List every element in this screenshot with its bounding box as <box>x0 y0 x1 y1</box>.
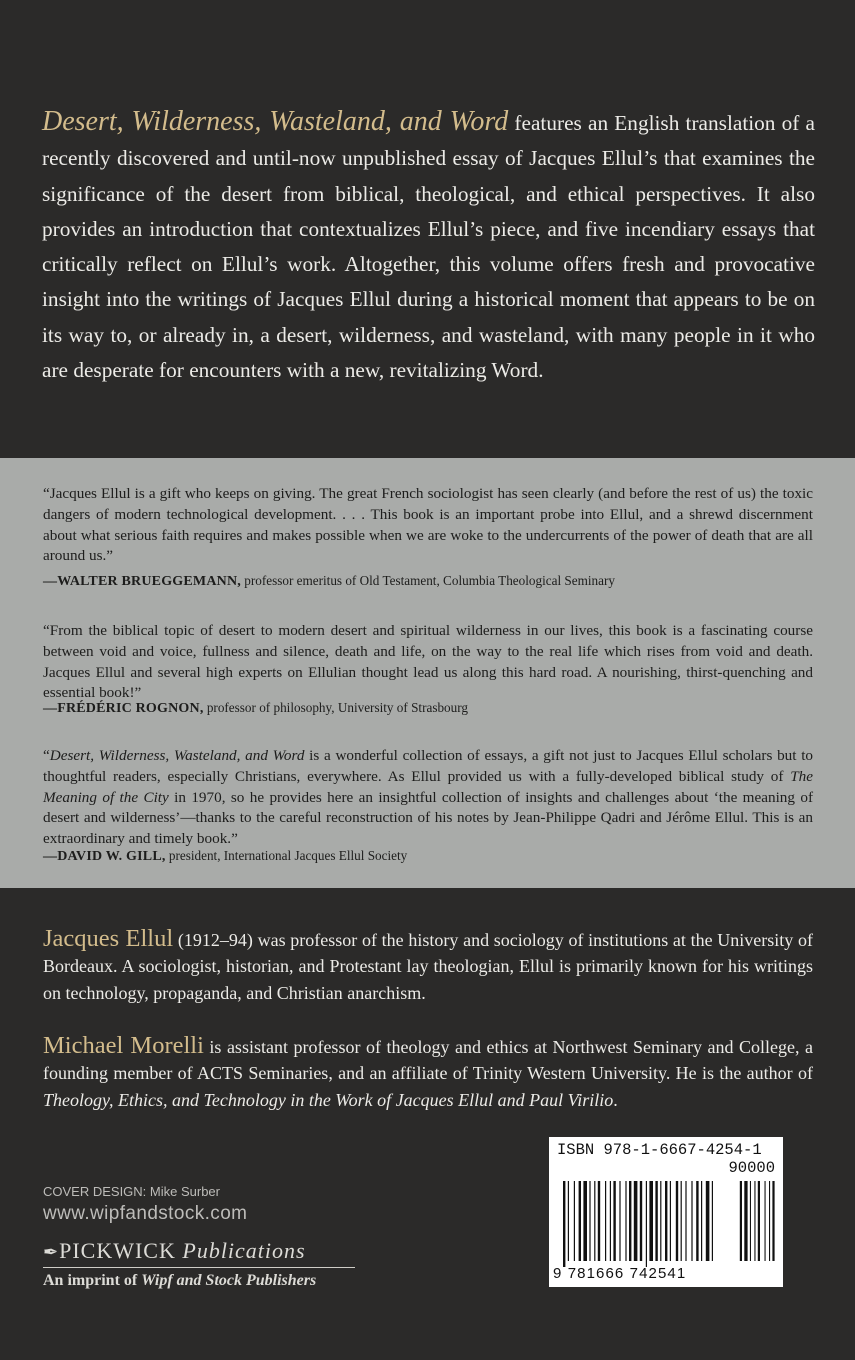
endorsement-attribution-2 <box>43 700 468 717</box>
barcode-digits: 9 781666 742541 <box>553 1265 687 1282</box>
quote-text: in 1970, so he provides here an insightful collection of insights and challenges about ‘the meaning of desert and wilderness’—thanks to the careful reconstruction of his notes by Jean-Philippe Qadri and Jérôme Ellul. This is an extraordinary and timely book.” <box>43 788 813 848</box>
barcode-bar <box>706 1181 710 1261</box>
barcode-bar <box>574 1181 575 1261</box>
barcode-bar <box>655 1181 657 1261</box>
barcode-bar <box>563 1181 565 1267</box>
addon-bar <box>740 1181 742 1261</box>
barcode-bar <box>594 1181 595 1261</box>
barcode-bar <box>640 1181 642 1261</box>
endorsement-quote-2: “From the biblical topic of desert to modern desert and spiritual wilderness in our lives, this book is a fascinating course between void and voice, fullness and silence, death and life, on the way to the real life which rises from void and death. Jacques Ellul and several high experts on Ellulian thought lead us along this hard road. A nourishing, thirst-quenching and essential book!” <box>43 622 813 702</box>
endorser-name: —FRÉDÉRIC ROGNON, <box>43 701 204 716</box>
isbn-addon: 90000 <box>728 1159 775 1177</box>
barcode-bar <box>646 1181 647 1267</box>
back-cover-blurb <box>42 104 815 388</box>
barcode-bar <box>579 1181 581 1261</box>
barcode-bar <box>712 1181 713 1261</box>
endorser-role: president, International Jacques Ellul Society <box>165 848 408 863</box>
publisher-website: www.wipfandstock.com <box>43 1203 248 1224</box>
bio-text-end: . <box>613 1089 618 1110</box>
author-name: Jacques Ellul <box>43 925 174 952</box>
addon-bar <box>769 1181 770 1261</box>
barcode-bar <box>691 1181 692 1261</box>
quote-cited-title: The Meaning of the City <box>43 767 813 806</box>
addon-bar <box>750 1181 751 1261</box>
barcode-bar <box>681 1181 682 1261</box>
addon-bar <box>754 1181 755 1261</box>
endorser-name: —WALTER BRUEGGEMANN, <box>43 574 241 589</box>
quote-text: is a wonderful collection of essays, a gift not just to Jacques Ellul scholars but to thoughtful readers, especially Christians, everywhere. As Ellul provided us with a fully-developed biblical study of <box>43 747 814 785</box>
credit-label: COVER DESIGN: <box>43 1184 147 1199</box>
barcode-bar <box>634 1181 638 1261</box>
imprint-publisher: Wipf and Stock Publishers <box>141 1272 317 1289</box>
barcode-bar <box>613 1181 615 1261</box>
publisher-name-suffix: Publications <box>182 1238 306 1263</box>
blurb-book-title: Desert, Wilderness, Wasteland, and Word <box>42 106 509 137</box>
imprint-text: An imprint of <box>43 1272 142 1289</box>
barcode-bar <box>610 1181 611 1261</box>
endorsement-quote-3: “Desert, Wilderness, Wasteland, and Word is a wonderful collection of essays, a gift not just to Jacques Ellul scholars but to thoughtful readers, especially Christians, everywhere. As Ellul provided us with a fully-developed biblical study of The Meaning of the City in 1970, so he provides here an insightful collection of insights and challenges about ‘the meaning of desert and wilderness’—thanks to the careful reconstruction of his notes by Jean-Philippe Qadri and Jérôme Ellul. This is an extraordinary and timely book.” <box>43 747 814 848</box>
publisher-name: PICKWICK <box>59 1238 176 1263</box>
endorsement-attribution-3 <box>43 848 407 865</box>
barcode-bar <box>696 1181 698 1261</box>
blurb-text: features an English translation of a recently discovered and until-now unpublished essay of Jacques Ellul’s that examines the significance of the desert from biblical, theological, and ethical perspectives. It also provides an introduction that contextualizes Ellul’s piece, and five incendiary essays that critically reflect on Ellul’s work. Altogether, this volume offers fresh and provocative insight into the writings of Jacques Ellul during a historical moment that appears to be on its way to, or already in, a desert, wilderness, and wasteland, with many people in it who are desperate for encounters with a new, revitalizing Word. <box>42 111 816 383</box>
addon-bar <box>758 1181 760 1261</box>
author-bio-morelli <box>43 1033 813 1113</box>
barcode-bar <box>660 1181 661 1261</box>
barcode-bar <box>598 1181 600 1261</box>
publisher-rule <box>43 1267 355 1268</box>
barcode-bar <box>685 1181 686 1261</box>
endorsements-panel <box>0 458 855 888</box>
bio-text: (1912–94) was professor of the history and sociology of institutions at the University of Bordeaux. A sociologist, historian, and Protestant lay theologian, Ellul is primarily known for his writings on technology, propaganda, and Christian anarchism. <box>43 930 813 1003</box>
publisher-logo <box>43 1238 355 1290</box>
addon-bar <box>765 1181 766 1261</box>
quill-icon: ✒ <box>43 1242 60 1262</box>
barcode-bar <box>619 1181 620 1261</box>
credit-name: Mike Surber <box>146 1184 220 1199</box>
barcode-bar <box>629 1181 631 1261</box>
cover-design-credit <box>43 1184 220 1199</box>
barcode-bar <box>676 1181 678 1261</box>
bio-text: is assistant professor of theology and ethics at Northwest Seminary and College, a founding member of ACTS Seminaries, and an affiliate of Trinity Western University. He is the author of <box>43 1037 813 1084</box>
barcode-bar <box>625 1181 626 1261</box>
author-bio-ellul <box>43 926 813 1006</box>
endorsement-attribution-1 <box>43 573 615 590</box>
author-name: Michael Morelli <box>43 1032 204 1059</box>
bio-book-title: Theology, Ethics, and Technology in the Work of Jacques Ellul and Paul Virilio <box>43 1089 614 1110</box>
endorsement-quote-1: “Jacques Ellul is a gift who keeps on giving. The great French sociologist has seen clearly (and before the rest of us) the toxic dangers of modern technological development. . . . This book is an important probe into Ellul, and a shrewd discernment about what serious faith requires and makes possible when we are woke to the undercurrents of the power of death that are all around us.” <box>43 485 813 565</box>
barcode-bar <box>583 1181 587 1261</box>
barcode-bar <box>665 1181 667 1261</box>
isbn-barcode <box>549 1137 783 1287</box>
quote-book-title: Desert, Wilderness, Wasteland, and Word <box>49 747 305 764</box>
endorser-role: professor emeritus of Old Testament, Columbia Theological Seminary <box>240 573 615 588</box>
isbn-text: ISBN 978-1-6667-4254-1 <box>557 1141 762 1159</box>
addon-bar <box>772 1181 774 1261</box>
addon-bar <box>744 1181 747 1261</box>
barcode-bar <box>649 1181 653 1261</box>
endorser-role: professor of philosophy, University of Strasbourg <box>203 700 468 715</box>
barcode-bar <box>670 1181 671 1261</box>
barcode-bar <box>605 1181 606 1261</box>
barcode-bar <box>701 1181 702 1261</box>
barcode-bar <box>589 1181 590 1261</box>
endorser-name: —DAVID W. GILL, <box>43 849 166 864</box>
barcode-bar <box>568 1181 569 1261</box>
